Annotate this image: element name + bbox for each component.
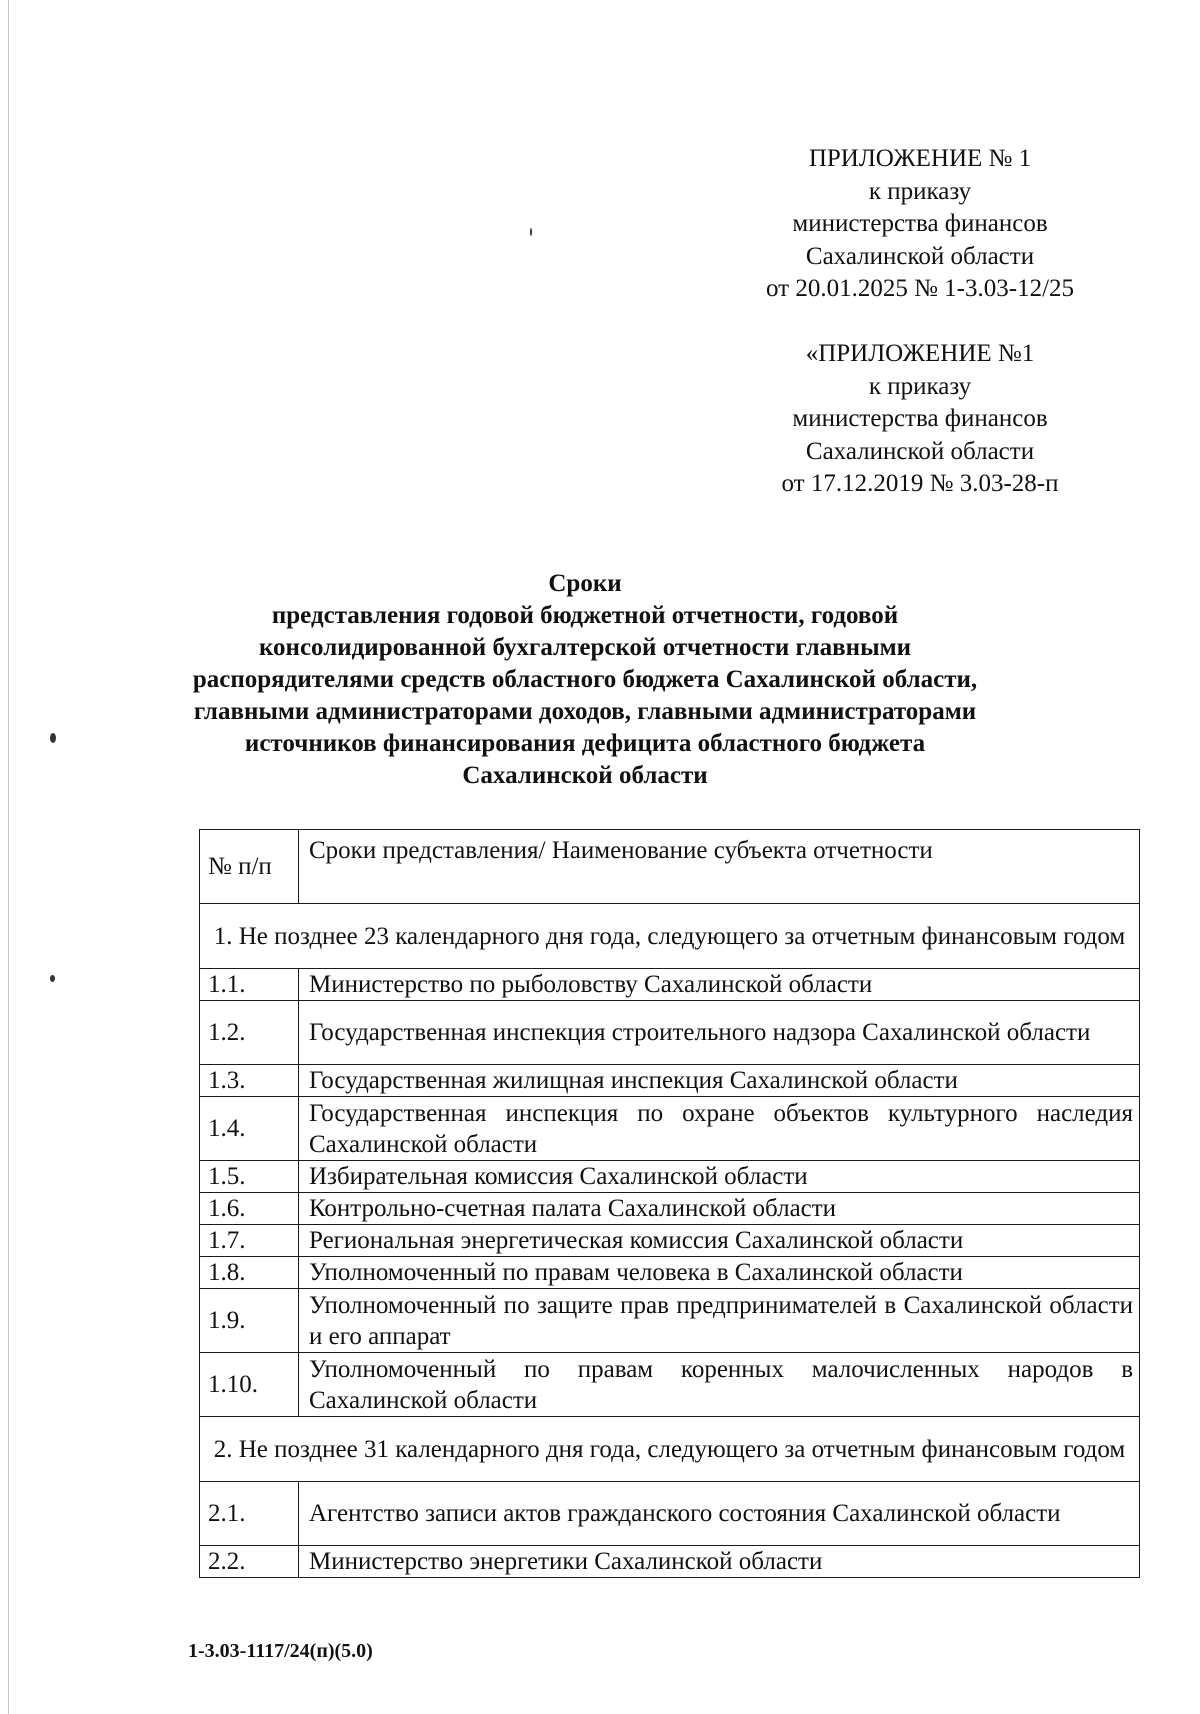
table-row [200, 1001, 1140, 1065]
row-name: Уполномоченный по правам человека в Сахалинской области [299, 1257, 1140, 1289]
header-name: Сроки представления/ Наименование субъекта отчетности [299, 830, 1140, 904]
table-row [200, 1193, 1140, 1225]
appendix-original-line1: «ПРИЛОЖЕНИЕ №1 [805, 340, 1035, 367]
table-row [200, 1482, 1140, 1546]
row-number: 1.7. [200, 1225, 299, 1257]
row-name: Контрольно-счетная палата Сахалинской области [299, 1193, 1140, 1225]
appendix-current-line2: к приказу [868, 177, 972, 205]
title-line: консолидированной бухгалтерской отчетности главными [258, 634, 912, 661]
title-line: распорядителями средств областного бюджета Сахалинской области, [192, 666, 978, 693]
title-heading: Сроки [548, 570, 622, 597]
row-number: 1.9. [200, 1289, 299, 1353]
row-number: 2.1. [200, 1482, 299, 1546]
section-2-title: 2. Не позднее 31 календарного дня года, следующего за отчетным финансовым годом [200, 1417, 1140, 1482]
appendix-current-line3: министерства финансов [792, 210, 1048, 237]
row-name: Региональная энергетическая комиссия Сахалинской области [299, 1225, 1140, 1257]
row-number: 1.6. [200, 1193, 299, 1225]
row-number: 1.1. [200, 969, 299, 1001]
title-line: источников финансирования дефицита областного бюджета [244, 730, 926, 757]
scan-speck [530, 228, 532, 236]
row-number: 1.2. [200, 1001, 299, 1065]
section-row [200, 904, 1140, 969]
table-row [200, 1257, 1140, 1289]
appendix-current-line4: Сахалинской области [805, 242, 1035, 270]
row-name: Уполномоченный по правам коренных малочисленных народов в Сахалинской области [299, 1353, 1140, 1417]
appendix-original-line4: Сахалинской области [805, 437, 1035, 465]
scan-edge [8, 0, 9, 1714]
table-header-row [200, 830, 1140, 904]
appendix-original-block [720, 338, 1120, 501]
table-row [200, 1161, 1140, 1193]
appendix-current-line1: ПРИЛОЖЕНИЕ № 1 [808, 145, 1032, 172]
deadlines-table [199, 829, 1140, 1578]
title-line: Сахалинской области [462, 762, 708, 789]
title-line: главными администраторами доходов, главными администраторами [193, 698, 977, 725]
table-row [200, 1289, 1140, 1353]
appendix-current-line5: от 20.01.2025 № 1-3.03-12/25 [765, 275, 1075, 302]
row-name: Государственная инспекция по охране объектов культурного наследия Сахалинской области [299, 1097, 1140, 1161]
appendix-current-block [720, 143, 1120, 306]
table-row [200, 1546, 1140, 1578]
document-title [160, 568, 1010, 792]
document-code: 1-3.03-1117/24(п)(5.0) [188, 1640, 373, 1662]
section-row [200, 1417, 1140, 1482]
table-row [200, 1065, 1140, 1097]
scan-speck [50, 975, 55, 982]
row-number: 1.5. [200, 1161, 299, 1193]
scan-speck [50, 733, 56, 743]
appendix-original-line2: к приказу [868, 372, 972, 400]
table-row [200, 969, 1140, 1001]
row-name: Министерство энергетики Сахалинской области [299, 1546, 1140, 1578]
appendix-original-line3: министерства финансов [792, 405, 1048, 432]
table-row [200, 1353, 1140, 1417]
appendix-original-line5: от 17.12.2019 № 3.03-28-п [781, 470, 1059, 497]
title-line: представления годовой бюджетной отчетности, годовой [271, 602, 899, 629]
row-name: Агентство записи актов гражданского состояния Сахалинской области [299, 1482, 1140, 1546]
row-name: Министерство по рыболовству Сахалинской области [299, 969, 1140, 1001]
row-number: 1.3. [200, 1065, 299, 1097]
row-number: 1.8. [200, 1257, 299, 1289]
section-1-title: 1. Не позднее 23 календарного дня года, следующего за отчетным финансовым годом [200, 904, 1140, 969]
table-row [200, 1225, 1140, 1257]
table-row [200, 1097, 1140, 1161]
row-name: Избирательная комиссия Сахалинской области [299, 1161, 1140, 1193]
row-name: Уполномоченный по защите прав предпринимателей в Сахалинской области и его аппарат [299, 1289, 1140, 1353]
row-number: 2.2. [200, 1546, 299, 1578]
row-number: 1.10. [200, 1353, 299, 1417]
row-name: Государственная жилищная инспекция Сахалинской области [299, 1065, 1140, 1097]
row-number: 1.4. [200, 1097, 299, 1161]
header-number: № п/п [200, 830, 299, 904]
row-name: Государственная инспекция строительного надзора Сахалинской области [299, 1001, 1140, 1065]
